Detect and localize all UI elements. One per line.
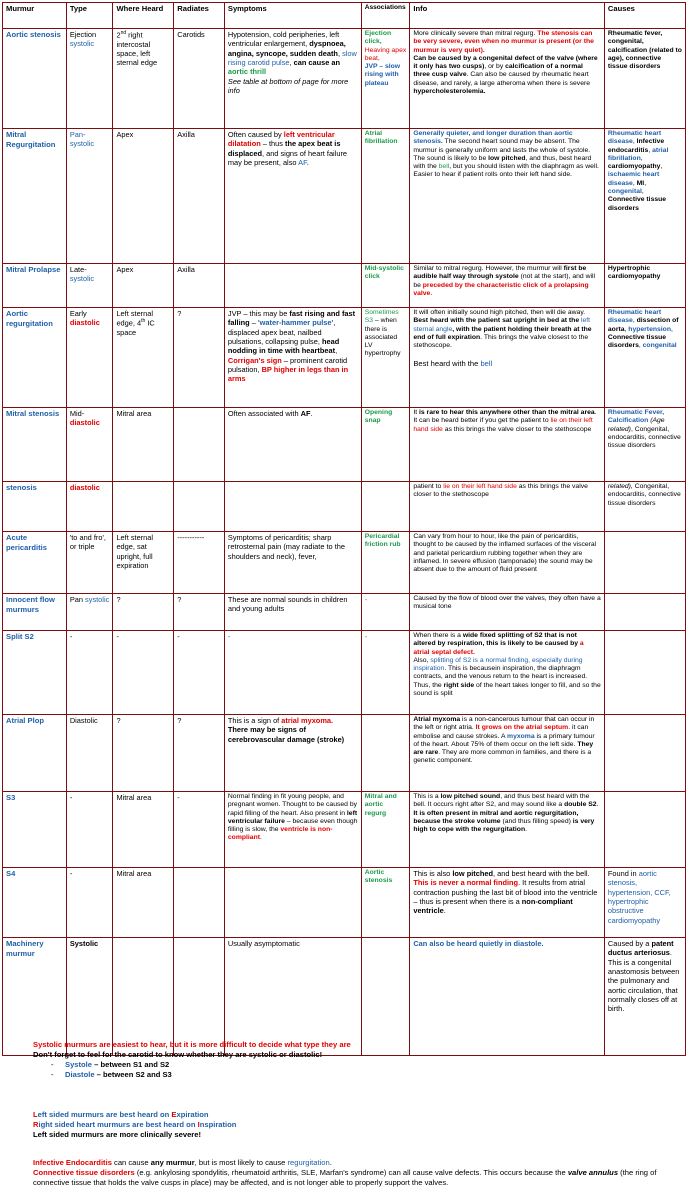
murmur-name: Mitral Prolapse — [3, 264, 67, 308]
murmur-name: Aortic regurgitation — [3, 308, 67, 408]
causes — [604, 532, 685, 594]
note-line: Left sided murmurs are more clinically severe! — [33, 1129, 201, 1139]
causes — [604, 715, 685, 792]
where-heard: ? — [113, 594, 174, 631]
col-header: Associations — [361, 3, 410, 29]
radiates: ? — [174, 308, 225, 408]
info: It is rare to hear this anywhere other than the mitral area. It can be heard better if you get the patient to lie on their left hand side as this brings the valve closer to the stethoscope — [410, 408, 605, 482]
radiates: ? — [174, 594, 225, 631]
table-row — [3, 715, 686, 792]
associations — [361, 715, 410, 792]
note-line: Don't forget to feel for the carotid to know whether they are systolic or diastolic! — [33, 1049, 323, 1059]
associations: Opening snap — [361, 408, 410, 482]
table-row — [3, 631, 686, 715]
info: This is a low pitched sound, and thus best heard with the bell. It occurs right after S2, and may sound like a double S2. It is often present in mitral and aortic regurgitation, because the stroke volume (and thus filling speed) is very high to cope with the regurgitation. — [410, 792, 605, 868]
table-row — [3, 264, 686, 308]
table-row — [3, 792, 686, 868]
murmur-type: Pan systolic — [66, 594, 113, 631]
murmur-name: S3 — [3, 792, 67, 868]
murmur-name: Split S2 — [3, 631, 67, 715]
causes: Rheumatic fever, congenital, calcification (related to age), connective tissue disorders — [604, 29, 685, 129]
col-header: Where Heard — [113, 3, 174, 29]
associations: Ejection click, Heaving apex beat, JVP – slow rising with plateau — [361, 29, 410, 129]
info: Can vary from hour to hour, like the pain of pericarditis, thought to be caused by the inflamed surfaces of the visceral and parietal pericardium rubbing together when they are inflamed. In severe effusion (tamponade) the sound may be absent due to the amount of fluid present — [410, 532, 605, 594]
murmur-type: Late-systolic — [66, 264, 113, 308]
note-line: Left sided murmurs are best heard on Expiration — [33, 1110, 209, 1119]
symptoms: These are normal sounds in children and young adults — [224, 594, 361, 631]
col-header: Radiates — [174, 3, 225, 29]
col-header: Murmur — [3, 3, 67, 29]
murmur-name: Mitral stenosis — [3, 408, 67, 482]
info: More clinically severe than mitral regurg. The stenosis can be very severe, even when no murmur is present (or the murmur is very quiet). Can be caused by a congenital defect of the valve (where it only has two cusps), or by calcification of a normal three cusp valve. Can also be caused by rheumatic heart disease, and rarely, a large atheroma when there is severe hypercholesterolemia. — [410, 29, 605, 129]
info: Can also be heard quietly in diastole. — [410, 938, 605, 1056]
murmur-name: Atrial Plop — [3, 715, 67, 792]
causes-block — [33, 1158, 683, 1188]
symptoms: Symptoms of pericarditis; sharp retrosternal pain (may radiate to the shoulders and neck), fever, — [224, 532, 361, 594]
radiates: Carotids — [174, 29, 225, 129]
causes — [604, 594, 685, 631]
associations: Mitral and aortic regurg — [361, 792, 410, 868]
info: It will often initially sound high pitched, then will die away. Best heard with the patient sat upright in bed at the left sternal angle, with the patient holding their breath at the end of full expiration. This brings the valve closest to the stethoscope. Best heard with the bell — [410, 308, 605, 408]
causes: Rheumatic heart disease, Infective endocarditis, atrial fibrillation, cardiomyopathy, ischaemic heart disease, MI, congenital, Connective tissue disorders — [604, 129, 685, 264]
note-line: Systolic murmurs are easiest to hear, but it is more difficult to decide what type they are — [33, 1040, 351, 1049]
radiates — [174, 482, 225, 532]
causes — [604, 792, 685, 868]
table-row — [3, 308, 686, 408]
associations — [361, 938, 410, 1056]
radiates — [174, 868, 225, 938]
heart-murmurs-table — [2, 2, 686, 1056]
causes: Hypertrophic cardiomyopathy — [604, 264, 685, 308]
murmur-type: 'to and fro', or triple — [66, 532, 113, 594]
table-row — [3, 594, 686, 631]
where-heard: ? — [113, 715, 174, 792]
associations: Mid-systolic click — [361, 264, 410, 308]
where-heard: Left sternal edge, sat upright, full expiration — [113, 532, 174, 594]
radiates: ? — [174, 715, 225, 792]
radiates: Axilla — [174, 129, 225, 264]
murmur-type: Diastolic — [66, 715, 113, 792]
murmur-type: - — [66, 792, 113, 868]
col-header: Symptoms — [224, 3, 361, 29]
causes: related), Congenital, endocarditis, connective tissue disorders — [604, 482, 685, 532]
murmur-type: Pan-systolic — [66, 129, 113, 264]
where-heard: Apex — [113, 129, 174, 264]
symptoms — [224, 264, 361, 308]
associations: - — [361, 631, 410, 715]
table-row — [3, 532, 686, 594]
info: Caused by the flow of blood over the valves, they often have a musical tone — [410, 594, 605, 631]
radiates — [174, 938, 225, 1056]
symptoms: JVP – this may be fast rising and fast falling – 'water-hammer pulse', displaced apex beat, nailbed pulsations, collapsing pulse, head nodding in time with heartbeat, Corrigan's sign – prominent carotid pulsation, BP higher in legs than in arms — [224, 308, 361, 408]
associations: Aortic stenosis — [361, 868, 410, 938]
table-row — [3, 408, 686, 482]
radiates: ----------- — [174, 532, 225, 594]
causes: Caused by a patent ductus arteriosus. This is a congenital anastomosis between the pulmonary and aortic circulation, that normally closes off at birth. — [604, 938, 685, 1056]
radiates: - — [174, 631, 225, 715]
note-line: Right sided heart murmurs are best heard on Inspiration — [33, 1119, 237, 1129]
murmur-type: Mid-diastolic — [66, 408, 113, 482]
info: patient to lie on their left hand side as this brings the valve closer to the stethoscope — [410, 482, 605, 532]
bullet-item: - Systole – between S1 and S2 — [51, 1059, 170, 1069]
where-heard: - — [113, 631, 174, 715]
col-header: Causes — [604, 3, 685, 29]
associations — [361, 482, 410, 532]
associations: - — [361, 594, 410, 631]
radiates: - — [174, 792, 225, 868]
symptoms: - — [224, 631, 361, 715]
causes: Rheumatic heart disease, dissection of aorta, hypertension, Connective tissue disorders, congenital — [604, 308, 685, 408]
symptoms — [224, 868, 361, 938]
murmur-type: Ejection systolic — [66, 29, 113, 129]
where-heard — [113, 482, 174, 532]
radiates: Axilla — [174, 264, 225, 308]
info: Generally quieter, and longer duration than aortic stenosis. The second heart sound may be absent. The murmur is generally uniform and lasts the whole of systole. The sound is likely to be low pitched, and thus, best heard with the bell, but you should listen with the diaphragm as well. Easier to hear if patient rolls onto their left hand side. — [410, 129, 605, 264]
murmur-name: S4 — [3, 868, 67, 938]
symptoms: This is a sign of atrial myxoma. There may be signs of cerebrovascular damage (stroke) — [224, 715, 361, 792]
where-heard: Apex — [113, 264, 174, 308]
symptoms: Often associated with AF. — [224, 408, 361, 482]
where-heard: Left sternal edge, 4th IC space — [113, 308, 174, 408]
where-heard — [113, 938, 174, 1056]
murmur-name: Acute pericarditis — [3, 532, 67, 594]
note-line: Connective tissue disorders (e.g. ankylosing spondylitis, rheumatoid arthritis, SLE, Marfan's syndrome) can all cause valve defects. This occurs because the valve annulus (the ring of connective tissue that holds the valve cusps in place) may be affected, and is not longer able to properly support the valves. — [33, 1167, 657, 1187]
note-line: Infective Endocarditis can cause any murmur, but is most likely to cause regurgitation. — [33, 1158, 332, 1167]
info: This is also low pitched, and best heard with the bell. This is never a normal finding. It results from atrial contraction pushing the last bit of blood into the ventricle – thus is present when there is a non-compliant ventricle. — [410, 868, 605, 938]
murmur-name: Mitral Regurgitation — [3, 129, 67, 264]
sides-block — [33, 1110, 683, 1140]
murmur-type: Systolic — [66, 938, 113, 1056]
info: Similar to mitral regurg. However, the murmur will first be audible half way through systole (not at the start), and will be preceded by the characteristic click of a prolapsing valve. — [410, 264, 605, 308]
table-header-row — [3, 3, 686, 29]
col-header: Info — [410, 3, 605, 29]
table-row — [3, 482, 686, 532]
table-row — [3, 29, 686, 129]
murmur-name: Machinery murmur — [3, 938, 67, 1056]
causes: Found in aortic stenosis, hypertension, CCF, hypertrophic obstructive cardiomyopathy — [604, 868, 685, 938]
murmur-name: Aortic stenosis — [3, 29, 67, 129]
causes — [604, 631, 685, 715]
table-row — [3, 868, 686, 938]
murmur-type: - — [66, 631, 113, 715]
notes-block — [33, 1040, 683, 1079]
murmur-name: stenosis — [3, 482, 67, 532]
where-heard: Mitral area — [113, 868, 174, 938]
col-header: Type — [66, 3, 113, 29]
murmur-type: - — [66, 868, 113, 938]
radiates — [174, 408, 225, 482]
symptoms: Often caused by left ventricular dilatation – thus the apex beat is displaced, and signs of heart failure may be present, also AF. — [224, 129, 361, 264]
info: Atrial myxoma is a non-cancerous tumour that can occur in the left or right atria. It grows on the atrial septum. it can embolise and cause strokes. A myxoma is a primary tumour of the heart. About 75% of them occur on the left side. They are rare. They are more common in families, and there is a genetic component. — [410, 715, 605, 792]
symptoms: Usually asymptomatic — [224, 938, 361, 1056]
murmur-type: Early diastolic — [66, 308, 113, 408]
associations: Pericardial friction rub — [361, 532, 410, 594]
info: When there is a wide fixed splitting of S2 that is not altered by respiration, this is likely to be caused by a atrial septal defect. Also, splitting of S2 is a normal finding, especially during inspiration. This is becausein inspiration, the diaphragm contracts, and the venous return to the heart is increased. Thus, the right side of the heart takes longer to fill, and so the sound is split — [410, 631, 605, 715]
table-row — [3, 129, 686, 264]
where-heard: Mitral area — [113, 408, 174, 482]
symptoms: Normal finding in fit young people, and pregnant women. Thought to be caused by rapid filling of the heart. Also present in left ventricular failure – because even though filling is slow, the ventricle is non-compliant. — [224, 792, 361, 868]
where-heard: 2nd right intercostal space, left sternal edge — [113, 29, 174, 129]
associations: Sometimes S3 – when there is associated LV hypertrophy — [361, 308, 410, 408]
murmur-name: Innocent flow murmurs — [3, 594, 67, 631]
bullet-item: - Diastole – between S2 and S3 — [51, 1069, 172, 1079]
where-heard: Mitral area — [113, 792, 174, 868]
causes: Rheumatic Fever, Calcification (Age related), Congenital, endocarditis, connective tissue disorders — [604, 408, 685, 482]
symptoms: Hypotension, cold peripheries, left ventricular enlargement, dyspnoea, angina, syncope, sudden death, slow rising carotid pulse, can cause an aortic thrill See table at bottom of page for more info — [224, 29, 361, 129]
symptoms — [224, 482, 361, 532]
murmur-type: diastolic — [66, 482, 113, 532]
associations: Atrial fibrillation — [361, 129, 410, 264]
table-row — [3, 938, 686, 1056]
